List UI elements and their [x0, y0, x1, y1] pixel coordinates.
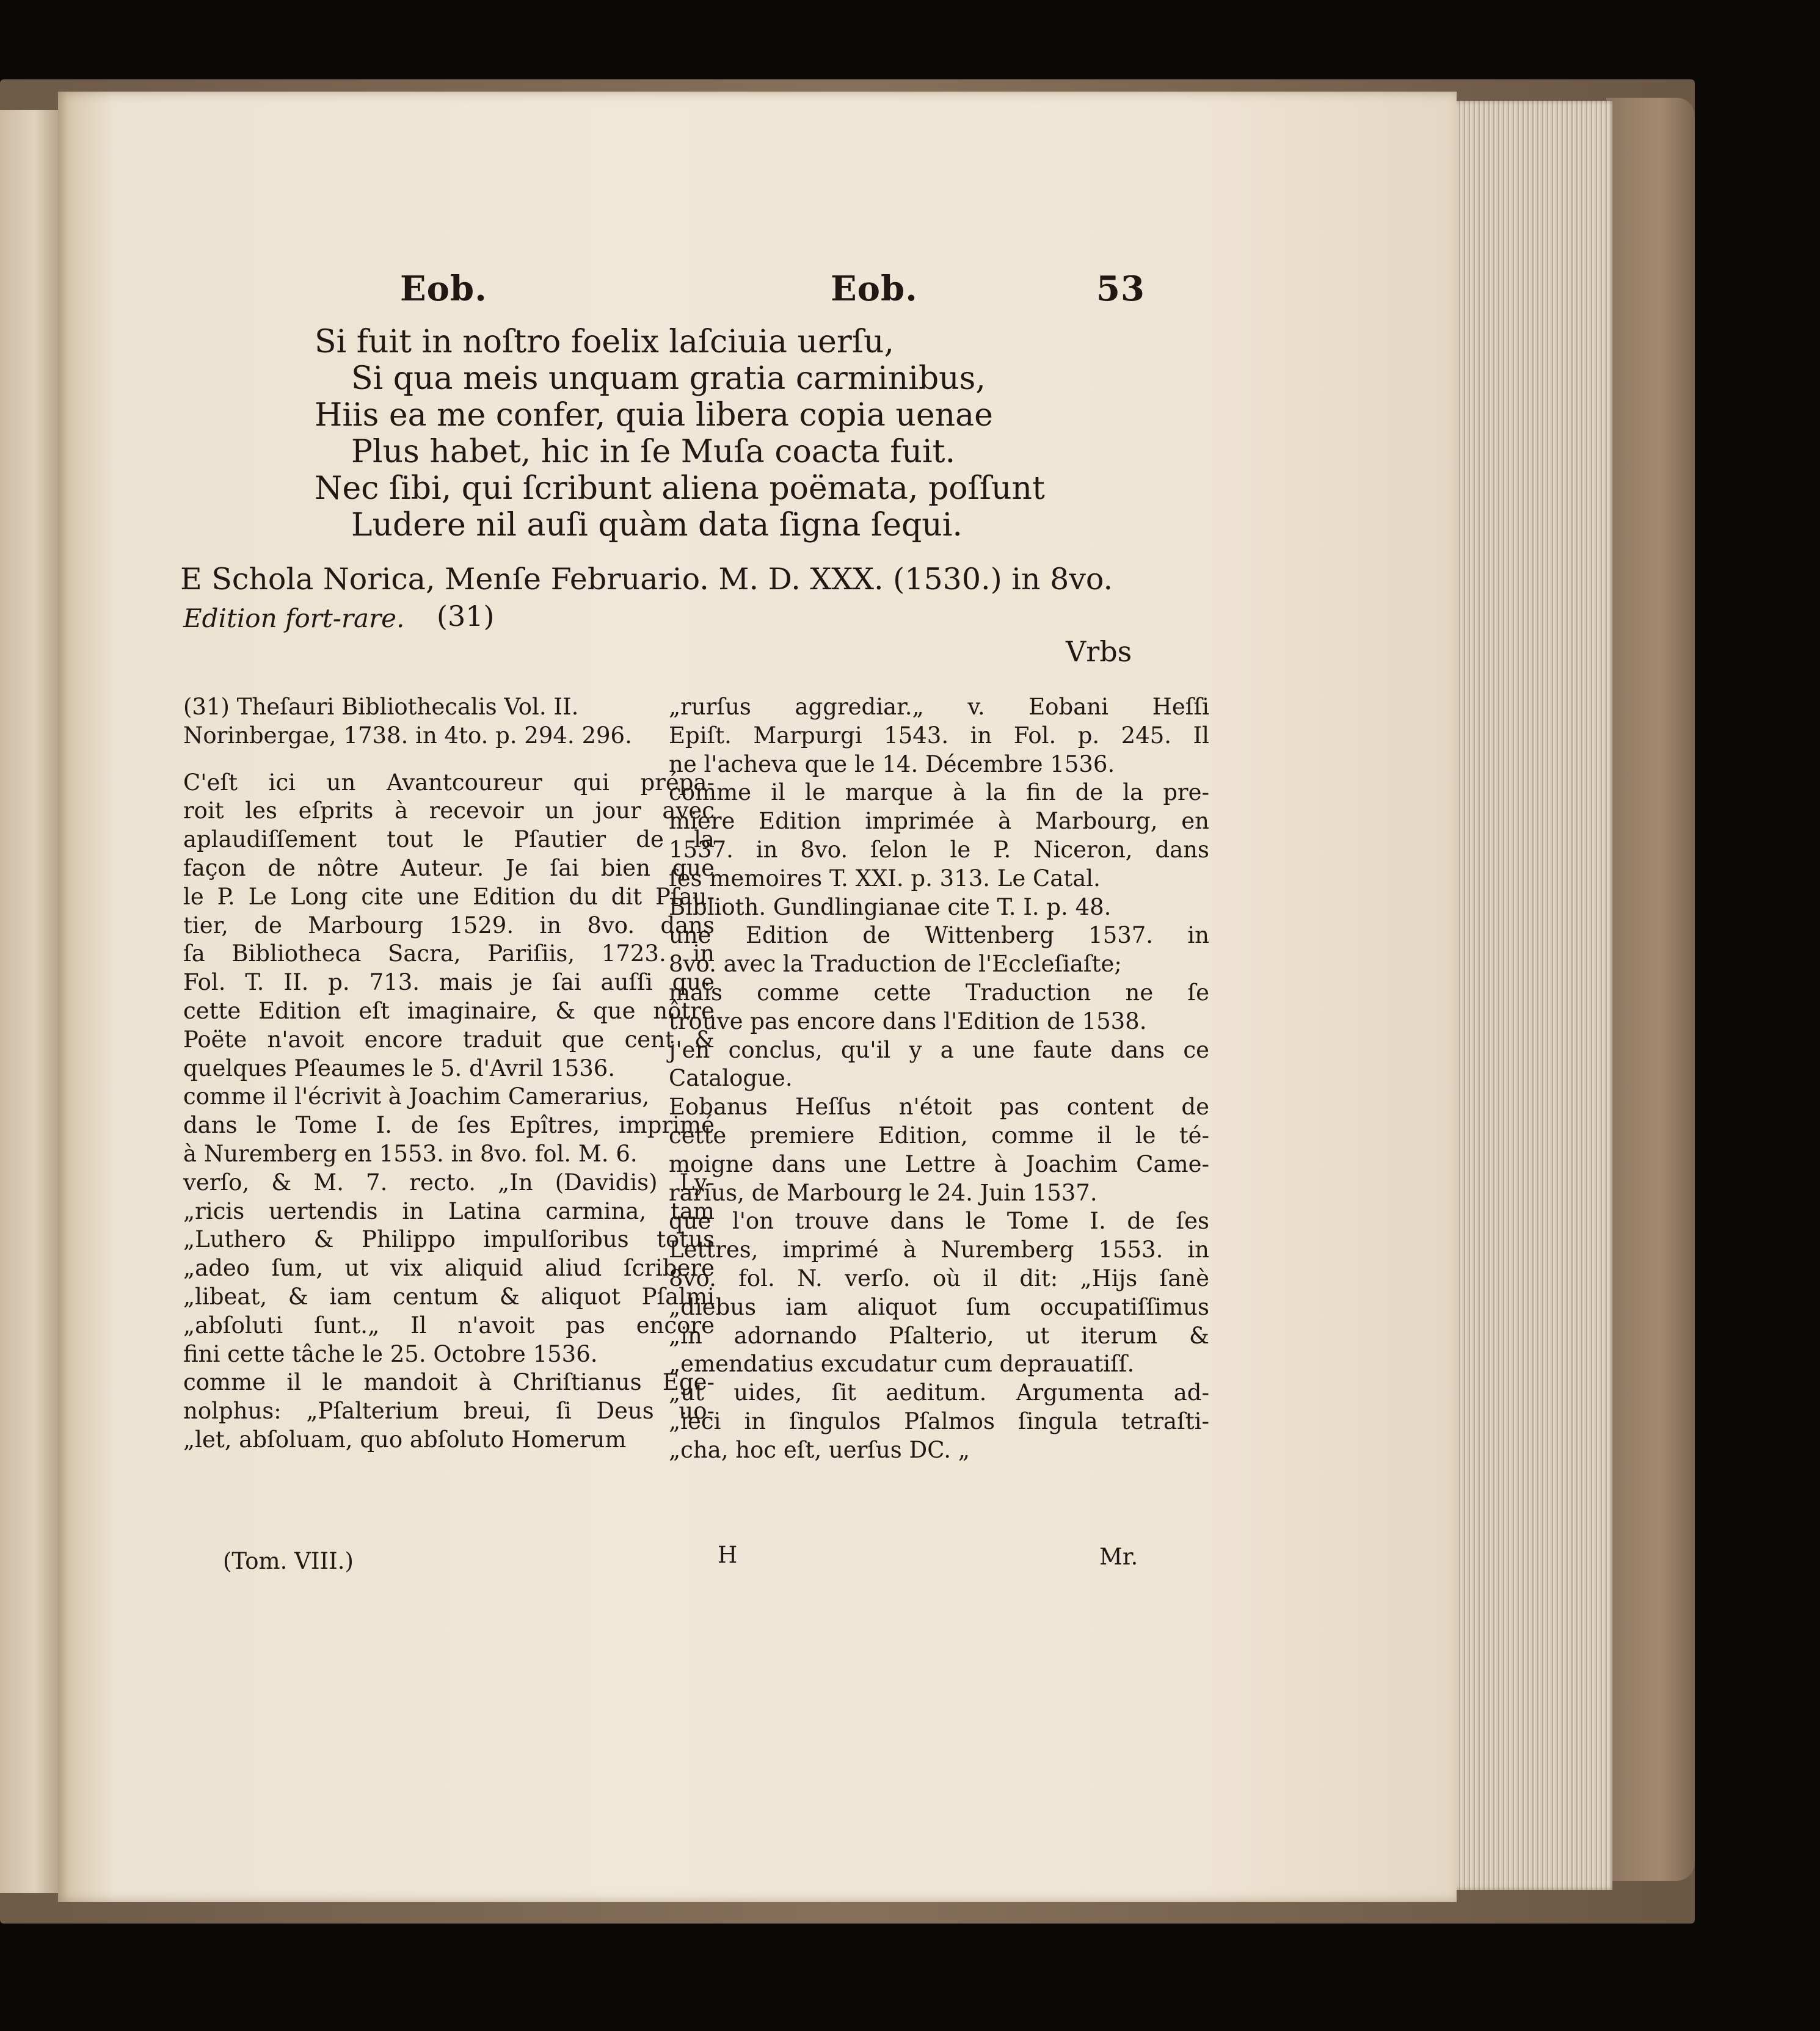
left-column-line: „adeo ſum, ut vix aliquid aliud ſcribere — [183, 1255, 715, 1282]
right-column-line: „rurſus aggrediar.„ v. Eobani Heſſi — [669, 694, 1209, 720]
right-column-line: mais comme cette Traduction ne ſe — [669, 979, 1209, 1006]
left-column-line: C'eſt ici un Avantcoureur qui prépa- — [183, 769, 715, 796]
right-column-line: „ieci in ſingulos Pſalmos ſingula tetraſti- — [669, 1408, 1209, 1434]
left-column-line: le P. Le Long cite une Edition du dit Pſau- — [183, 883, 715, 910]
catchword-top: Vrbs — [1066, 635, 1132, 668]
footnote-reference: (31) — [437, 600, 495, 633]
book-page — [58, 92, 1457, 1902]
right-column-line: comme il le marque à la fin de la pre- — [669, 779, 1209, 806]
left-column-line: comme il l'écrivit à Joachim Camerarius, — [183, 1083, 650, 1110]
right-column-line: trouve pas encore dans l'Edition de 1538. — [669, 1008, 1147, 1034]
right-column-line: Epiſt. Marpurgi 1543. in Fol. p. 245. Il — [669, 722, 1209, 749]
left-column-line: nolphus: „Pſalterium breui, ſi Deus uo- — [183, 1398, 715, 1425]
page-stack-edge — [1447, 101, 1612, 1890]
right-column-line: 8vo. avec la Traduction de l'Eccleſiaſte; — [669, 951, 1122, 978]
left-column-line: „Luthero & Philippo impulſoribus totus — [183, 1226, 715, 1253]
verse-line-4: Plus habet, hic in ſe Muſa coacta fuit. — [351, 434, 956, 470]
left-column-line: verſo, & M. 7. recto. „In (Davidis) Ly- — [183, 1169, 715, 1196]
signature-mark: H — [718, 1542, 738, 1568]
left-column-line: tier, de Marbourg 1529. in 8vo. dans — [183, 912, 715, 939]
verse-line-6: Ludere nil auſi quàm data ſigna ſequi. — [351, 507, 963, 543]
right-catchword: Mr. — [1099, 1544, 1138, 1570]
right-column-line: cette premiere Edition, comme il le té- — [669, 1122, 1209, 1149]
verse-line-2: Si qua meis unquam gratia carminibus, — [351, 360, 986, 397]
left-column-line: cette Edition eſt imaginaire, & que nôtre — [183, 997, 715, 1024]
left-column-line: ſa Bibliotheca Sacra, Pariſiis, 1723. in — [183, 940, 715, 967]
verse-line-3: Hiis ea me confer, quia libera copia uenae — [315, 397, 993, 434]
left-column-line: dans le Tome I. de ſes Epîtres, imprimé — [183, 1112, 715, 1139]
right-column-line: miere Edition imprimée à Marbourg, en — [669, 808, 1209, 835]
right-column-line: Lettres, imprimé à Nuremberg 1553. in — [669, 1237, 1209, 1263]
left-column-line: „abſoluti ſunt.„ Il n'avoit pas encore — [183, 1312, 715, 1339]
left-column — [183, 693, 715, 1455]
right-column-line: Biblioth. Gundlingianae cite T. I. p. 48. — [669, 893, 1112, 920]
book-cover-edge — [1606, 98, 1695, 1881]
right-column-line: Eobanus Heſſus n'étoit pas content de — [669, 1094, 1209, 1121]
left-catchword: (Tom. VIII.) — [223, 1548, 354, 1574]
left-column-line: façon de nôtre Auteur. Je ſai bien que — [183, 854, 715, 881]
running-head-left: Eob. — [400, 269, 487, 309]
left-column-line: (31) Theſauri Bibliothecalis Vol. II. — [183, 694, 579, 720]
left-column-line: „let, abſoluam, quo abſoluto Homerum — [183, 1426, 627, 1453]
right-column-line: 8vo. fol. N. verſo. où il dit: „Hijs ſanè — [669, 1265, 1209, 1292]
right-column-line: rarius, de Marbourg le 24. Juin 1537. — [669, 1179, 1097, 1206]
right-column-line: „diebus iam aliquot ſum occupatiſſimus — [669, 1293, 1209, 1320]
left-column-line: à Nuremberg en 1553. in 8vo. fol. M. 6. — [183, 1140, 638, 1167]
running-head-center: Eob. — [831, 269, 918, 309]
verse-line-1: Si fuit in noſtro foelix laſciuia uerſu, — [315, 324, 894, 360]
left-column-line: quelques Pſeaumes le 5. d'Avril 1536. — [183, 1055, 616, 1081]
left-column-line: roit les eſprits à recevoir un jour avec — [183, 798, 715, 824]
right-column-line: j'en conclus, qu'il y a une faute dans ce — [669, 1036, 1209, 1063]
right-column-line: „cha, hoc eſt, uerſus DC. „ — [669, 1436, 970, 1463]
right-column-line: Catalogue. — [669, 1065, 793, 1092]
right-column-line: „in adornando Pſalterio, ut iterum & — [669, 1322, 1209, 1349]
left-column-line — [183, 750, 715, 769]
left-column-line: „libeat, & iam centum & aliquot Pſalmi — [183, 1283, 715, 1310]
imprint-line: E Schola Norica, Menſe Februario. M. D. XXX. (1530.) in 8vo. — [180, 562, 1113, 597]
left-column-line: „ricis uertendis in Latina carmina, tam — [183, 1197, 715, 1224]
left-column-line: Norinbergae, 1738. in 4to. p. 294. 296. — [183, 722, 632, 749]
right-column-line: „ut uides, ſit aeditum. Argumenta ad- — [669, 1379, 1209, 1406]
edition-note: Edition fort-rare. — [183, 603, 405, 633]
left-column-line: Fol. T. II. p. 713. mais je ſai auſſi que — [183, 969, 715, 996]
right-column-line: moigne dans une Lettre à Joachim Came- — [669, 1150, 1209, 1177]
right-column-line: une Edition de Wittenberg 1537. in — [669, 922, 1209, 949]
left-column-line: aplaudiſſement tout le Pſautier de la — [183, 826, 715, 853]
right-column-line: 1537. in 8vo. ſelon le P. Niceron, dans — [669, 836, 1209, 863]
left-column-line: comme il le mandoit à Chriſtianus Ege- — [183, 1369, 715, 1396]
right-column-line: „emendatius excudatur cum deprauatiſſ. — [669, 1351, 1135, 1378]
left-column-line: fini cette tâche le 25. Octobre 1536. — [183, 1340, 598, 1367]
left-column-line: Poëte n'avoit encore traduit que cent & — [183, 1026, 715, 1053]
right-column-line: ſes memoires T. XXI. p. 313. Le Catal. — [669, 865, 1101, 892]
verse-line-5: Nec ſibi, qui ſcribunt aliena poëmata, poſſunt — [315, 470, 1045, 507]
right-column — [669, 693, 1209, 1465]
facing-page-edge — [0, 110, 58, 1893]
right-column-line: que l'on trouve dans le Tome I. de ſes — [669, 1208, 1209, 1235]
page-number: 53 — [1096, 269, 1145, 309]
right-column-line: ne l'acheva que le 14. Décembre 1536. — [669, 750, 1115, 777]
